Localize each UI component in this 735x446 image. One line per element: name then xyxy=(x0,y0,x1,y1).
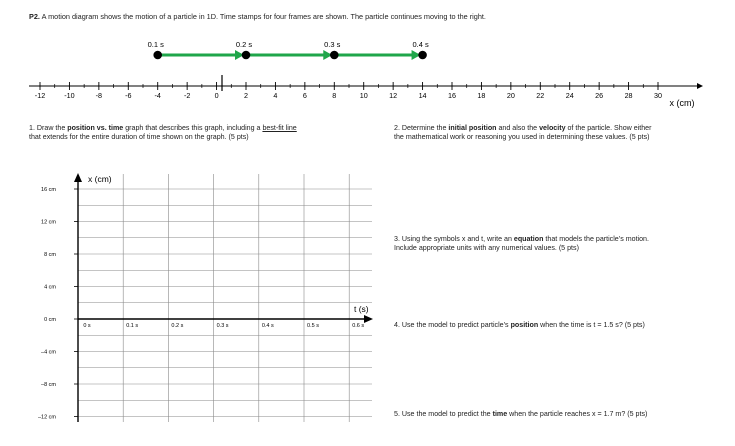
q3-line2: Include appropriate units with any numerical values. (5 pts) xyxy=(394,244,579,253)
q3-text-suffix: that models the particle’s motion. xyxy=(543,235,649,243)
question-4 xyxy=(394,321,724,330)
graph-x-tick-label: 0.1 s xyxy=(126,323,139,329)
number-line-tick-label: 4 xyxy=(273,91,278,100)
number-line-tick-label: 26 xyxy=(595,91,604,100)
graph-y-tick-label: 4 cm xyxy=(44,284,56,291)
graph-x-axis-label: t (s) xyxy=(354,304,369,314)
frame-time-label: 0.3 s xyxy=(324,40,341,49)
question-3 xyxy=(394,235,724,254)
graph-x-tick-label: 0.5 s xyxy=(307,323,319,329)
q3-text: 3. Using the symbols x and t, write an xyxy=(394,235,514,243)
particle-dot xyxy=(418,51,427,60)
problem-statement: A motion diagram shows the motion of a particle in 1D. Time stamps for four frames are shown. The particle continues moving to the right. xyxy=(41,12,486,21)
q4-text-suffix: when the time is t = 1.5 s? (5 pts) xyxy=(538,321,645,329)
number-line-tick-label: 18 xyxy=(477,91,486,100)
graph-x-tick-label: 0.2 s xyxy=(171,323,184,329)
number-line-tick-label: 14 xyxy=(418,91,427,100)
q1-text-mid: graph that describes this graph, including a xyxy=(123,124,263,132)
number-line-tick-label: 2 xyxy=(244,91,248,100)
q5-text: 5. Use the model to predict the xyxy=(394,410,493,418)
number-line-tick-label: 20 xyxy=(506,91,515,100)
graph-x-tick-label: 0 s xyxy=(83,323,91,329)
number-line-tick-label: -6 xyxy=(125,91,132,100)
q4-bold: position xyxy=(510,321,539,329)
particle-dot xyxy=(153,51,162,60)
number-line-tick-label: 8 xyxy=(332,91,337,100)
question-5 xyxy=(394,410,724,419)
number-line-tick-label: -8 xyxy=(95,91,103,100)
q1-line2: that extends for the entire duration of time shown on the graph. (5 pts) xyxy=(29,133,249,142)
number-line-tick-label: 16 xyxy=(448,91,456,100)
number-line-tick-label: -4 xyxy=(154,91,161,100)
number-line-tick-label: -2 xyxy=(183,91,191,100)
number-line-tick-label: 12 xyxy=(389,91,398,100)
graph-x-tick-label: 0.4 s xyxy=(261,323,274,329)
problem-label: P2. xyxy=(29,12,40,21)
q2-text: 2. Determine the xyxy=(394,124,449,132)
q3-bold: equation xyxy=(513,235,544,243)
graph-y-tick-label: –4 cm xyxy=(41,349,56,356)
particle-dot xyxy=(330,51,339,60)
position-time-graph xyxy=(0,160,385,430)
number-line-tick-label: 6 xyxy=(302,91,307,100)
frame-time-label: 0.1 s xyxy=(147,40,164,49)
graph-x-tick-label: 0.3 s xyxy=(216,323,229,329)
q2-text-mid: and also the xyxy=(496,124,540,132)
q1-text: 1. Draw the xyxy=(29,124,68,132)
graph-y-tick-label: –8 cm xyxy=(41,382,56,389)
frame-time-label: 0.2 s xyxy=(235,40,253,49)
q1-underlined: best-fit line xyxy=(262,124,297,132)
number-line-tick-label: 0 xyxy=(214,91,219,100)
graph-y-axis-label: x (cm) xyxy=(88,174,112,184)
q5-text-suffix: when the particle reaches x = 1.7 m? (5 pts) xyxy=(507,410,648,418)
graph-x-tick-label: 0.6 s xyxy=(352,323,365,329)
graph-x-axis-arrow xyxy=(364,315,373,323)
q2-bold-2: velocity xyxy=(539,124,566,132)
question-2 xyxy=(394,124,724,143)
number-line-tick-label: 24 xyxy=(565,91,574,100)
graph-y-tick-label: 12 cm xyxy=(41,219,56,226)
motion-diagram xyxy=(0,0,735,115)
number-line-tick-label: 10 xyxy=(359,91,368,100)
graph-y-tick-label: 0 cm xyxy=(44,317,56,324)
graph-y-tick-label: –12 cm xyxy=(37,414,56,421)
q5-bold: time xyxy=(492,410,508,418)
particle-dot xyxy=(242,51,251,60)
number-line-tick-label: 30 xyxy=(654,91,662,100)
graph-y-tick-label: 8 cm xyxy=(44,252,56,259)
number-line-tick-label: 28 xyxy=(624,91,633,100)
graph-y-tick-label: 16 cm xyxy=(41,187,56,194)
number-line-tick-label: 22 xyxy=(536,91,545,100)
q1-bold: position vs. time xyxy=(67,124,124,132)
frame-time-label: 0.4 s xyxy=(412,40,429,49)
number-line-tick-label: -12 xyxy=(34,91,46,100)
q2-bold-1: initial position xyxy=(448,124,497,132)
q2-text-suffix: of the particle. Show either xyxy=(565,124,652,132)
number-line-label: x (cm) xyxy=(669,98,695,108)
question-1 xyxy=(29,124,379,143)
graph-y-axis-arrow xyxy=(74,173,82,182)
q4-text: 4. Use the model to predict particle’s xyxy=(394,321,511,329)
number-line-tick-label: -10 xyxy=(64,91,75,100)
q2-line2: the mathematical work or reasoning you used in determining these values. (5 pts) xyxy=(394,133,650,142)
